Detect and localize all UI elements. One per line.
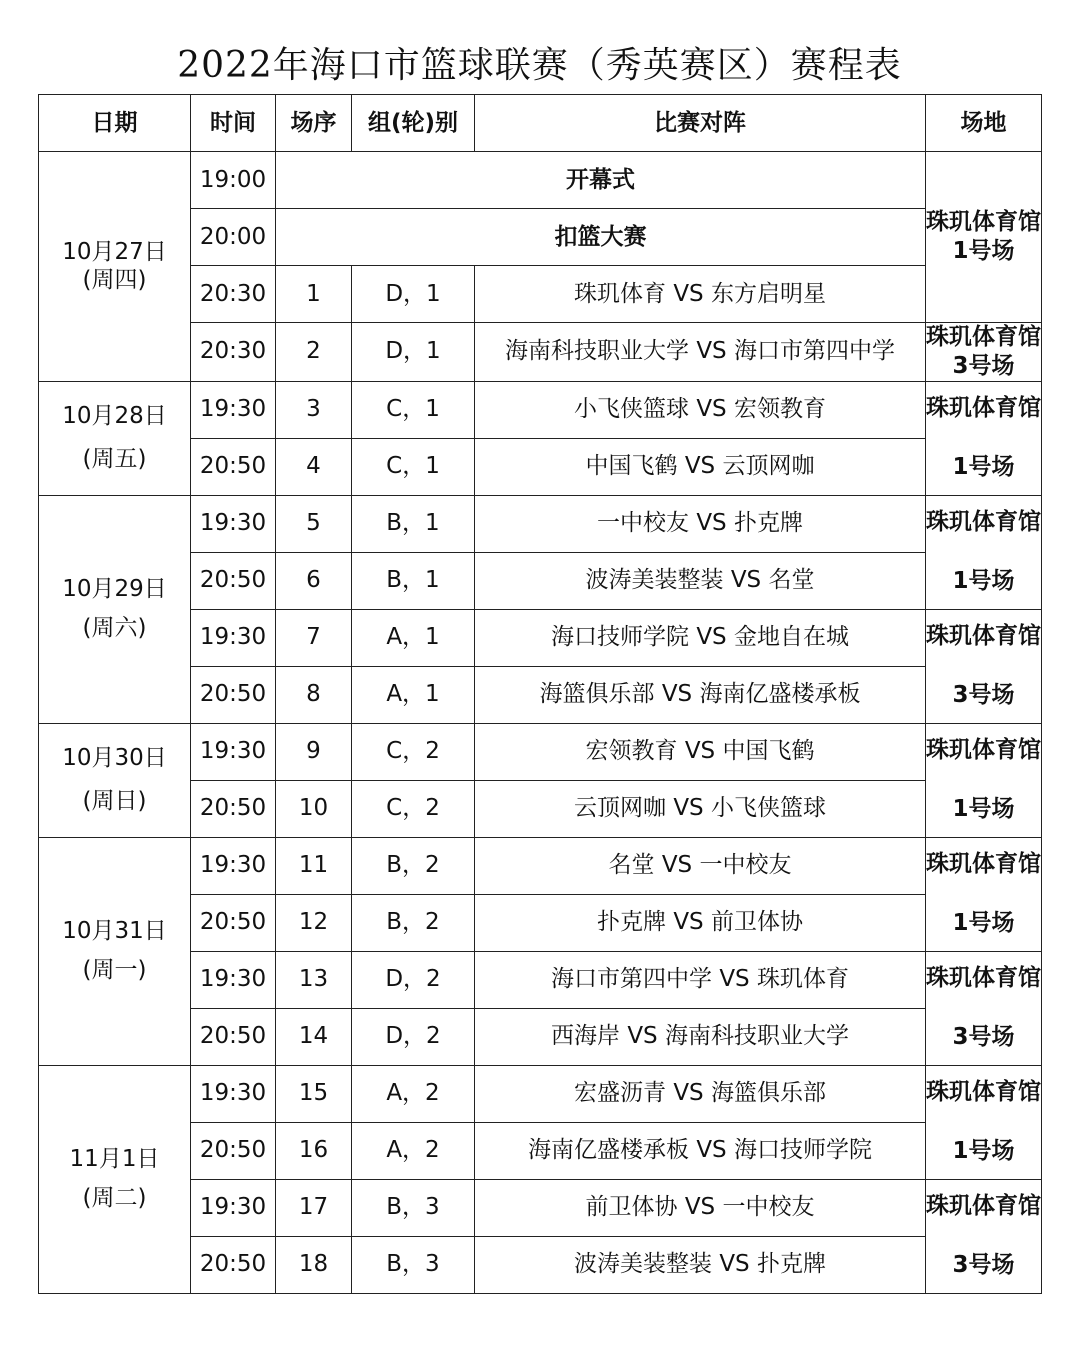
game-no-cell: 14	[276, 1008, 352, 1065]
time-cell: 20:30	[191, 323, 276, 382]
group-cell: B，3	[352, 1236, 475, 1293]
group-cell: B，1	[352, 552, 475, 609]
venue-cell	[926, 152, 1042, 323]
match-cell: 扑克牌 VS 前卫体协	[475, 894, 926, 951]
time-cell: 20:30	[191, 266, 276, 323]
header-match: 比赛对阵	[475, 95, 926, 152]
game-no-cell: 12	[276, 894, 352, 951]
venue-hall: 珠玑体育馆	[926, 623, 1041, 650]
venue-court: 3号场	[952, 1024, 1015, 1050]
match-cell: 小飞侠篮球 VS 宏领教育	[475, 381, 926, 438]
match-cell: 名堂 VS 一中校友	[475, 837, 926, 894]
group-cell: A，2	[352, 1122, 475, 1179]
time-cell: 19:30	[191, 381, 276, 438]
match-cell: 中国飞鹤 VS 云顶网咖	[475, 438, 926, 495]
venue-court: 1号场	[952, 568, 1015, 594]
table-row	[39, 723, 1042, 780]
venue-hall: 珠玑体育馆	[926, 209, 1041, 236]
group-cell: D，1	[352, 266, 475, 323]
match-cell: 珠玑体育 VS 东方启明星	[475, 266, 926, 323]
weekday-label: (周六)	[82, 615, 147, 641]
group-cell: C，2	[352, 780, 475, 837]
game-no-cell: 1	[276, 266, 352, 323]
time-cell: 20:50	[191, 1122, 276, 1179]
game-no-cell: 7	[276, 609, 352, 666]
game-no-cell: 8	[276, 666, 352, 723]
venue-hall: 珠玑体育馆	[926, 851, 1041, 878]
game-no-cell: 11	[276, 837, 352, 894]
time-cell: 20:50	[191, 552, 276, 609]
match-cell: 海篮俱乐部 VS 海南亿盛楼承板	[475, 666, 926, 723]
time-cell: 19:00	[191, 152, 276, 209]
game-no-cell: 10	[276, 780, 352, 837]
group-cell: A，1	[352, 609, 475, 666]
venue-hall: 珠玑体育馆	[926, 324, 1041, 350]
game-no-cell: 4	[276, 438, 352, 495]
table-row	[39, 152, 1042, 209]
time-cell: 19:30	[191, 837, 276, 894]
game-no-cell: 17	[276, 1179, 352, 1236]
schedule-table	[38, 94, 1042, 1294]
venue-hall: 珠玑体育馆	[926, 1079, 1041, 1106]
event-cell: 扣篮大赛	[276, 209, 926, 266]
group-cell: D，1	[352, 323, 475, 382]
match-cell: 云顶网咖 VS 小飞侠篮球	[475, 780, 926, 837]
game-no-cell: 18	[276, 1236, 352, 1293]
group-cell: D，2	[352, 1008, 475, 1065]
venue-court: 3号场	[952, 682, 1015, 708]
date-label: 11月1日	[69, 1146, 160, 1173]
page-title: 2022年海口市篮球联赛（秀英赛区）赛程表	[177, 45, 902, 86]
venue-cell	[926, 1065, 1042, 1179]
table-row	[39, 381, 1042, 438]
group-cell: C，1	[352, 381, 475, 438]
time-cell: 19:30	[191, 951, 276, 1008]
match-cell: 宏盛沥青 VS 海篮俱乐部	[475, 1065, 926, 1122]
venue-hall: 珠玑体育馆	[926, 395, 1041, 422]
game-no-cell: 15	[276, 1065, 352, 1122]
venue-court: 1号场	[952, 910, 1015, 936]
match-cell: 海口市第四中学 VS 珠玑体育	[475, 951, 926, 1008]
table-row	[39, 495, 1042, 552]
venue-court: 1号场	[952, 238, 1015, 264]
match-cell: 一中校友 VS 扑克牌	[475, 495, 926, 552]
group-cell: C，2	[352, 723, 475, 780]
weekday-label: (周一)	[82, 957, 147, 983]
group-cell: B，1	[352, 495, 475, 552]
header-game-no: 场序	[276, 95, 352, 152]
game-no-cell: 13	[276, 951, 352, 1008]
group-cell: B，2	[352, 894, 475, 951]
group-cell: A，2	[352, 1065, 475, 1122]
venue-cell	[926, 723, 1042, 837]
game-no-cell: 3	[276, 381, 352, 438]
game-no-cell: 16	[276, 1122, 352, 1179]
date-label: 10月30日	[62, 745, 167, 772]
weekday-label: (周日)	[82, 788, 147, 814]
match-cell: 海南科技职业大学 VS 海口市第四中学	[475, 323, 926, 382]
venue-hall: 珠玑体育馆	[926, 737, 1041, 764]
group-cell: C，1	[352, 438, 475, 495]
venue-cell	[926, 323, 1042, 382]
venue-cell	[926, 951, 1042, 1065]
group-cell: A，1	[352, 666, 475, 723]
date-cell	[39, 837, 191, 1065]
weekday-label: (周二)	[82, 1185, 147, 1211]
game-no-cell: 6	[276, 552, 352, 609]
time-cell: 19:30	[191, 609, 276, 666]
date-cell	[39, 495, 191, 723]
weekday-label: (周四)	[82, 267, 147, 294]
match-cell: 前卫体协 VS 一中校友	[475, 1179, 926, 1236]
venue-hall: 珠玑体育馆	[926, 1193, 1041, 1220]
time-cell: 19:30	[191, 495, 276, 552]
game-no-cell: 2	[276, 323, 352, 382]
header-venue: 场地	[926, 95, 1042, 152]
date-cell	[39, 1065, 191, 1293]
venue-cell	[926, 381, 1042, 495]
time-cell: 20:00	[191, 209, 276, 266]
event-cell: 开幕式	[276, 152, 926, 209]
date-label: 10月27日	[62, 238, 167, 265]
venue-cell	[926, 1179, 1042, 1293]
time-cell: 20:50	[191, 666, 276, 723]
header-date: 日期	[39, 95, 191, 152]
time-cell: 20:50	[191, 438, 276, 495]
header-row	[39, 95, 1042, 152]
venue-hall: 珠玑体育馆	[926, 965, 1041, 992]
venue-court: 1号场	[952, 454, 1015, 480]
match-cell: 宏领教育 VS 中国飞鹤	[475, 723, 926, 780]
date-label: 10月29日	[62, 576, 167, 603]
group-cell: D，2	[352, 951, 475, 1008]
game-no-cell: 9	[276, 723, 352, 780]
venue-court: 1号场	[952, 1138, 1015, 1164]
time-cell: 20:50	[191, 1008, 276, 1065]
header-group: 组(轮)别	[352, 95, 475, 152]
weekday-label: (周五)	[82, 446, 147, 472]
match-cell: 海南亿盛楼承板 VS 海口技师学院	[475, 1122, 926, 1179]
time-cell: 19:30	[191, 723, 276, 780]
time-cell: 19:30	[191, 1179, 276, 1236]
venue-cell	[926, 609, 1042, 723]
match-cell: 西海岸 VS 海南科技职业大学	[475, 1008, 926, 1065]
date-cell	[39, 381, 191, 495]
venue-court: 3号场	[952, 1252, 1015, 1278]
group-cell: B，2	[352, 837, 475, 894]
match-cell: 海口技师学院 VS 金地自在城	[475, 609, 926, 666]
venue-hall: 珠玑体育馆	[926, 509, 1041, 536]
header-time: 时间	[191, 95, 276, 152]
venue-cell	[926, 837, 1042, 951]
game-no-cell: 5	[276, 495, 352, 552]
group-cell: B，3	[352, 1179, 475, 1236]
venue-cell	[926, 495, 1042, 609]
match-cell: 波涛美装整装 VS 名堂	[475, 552, 926, 609]
date-cell	[39, 152, 191, 382]
match-cell: 波涛美装整装 VS 扑克牌	[475, 1236, 926, 1293]
date-cell	[39, 723, 191, 837]
date-label: 10月28日	[62, 403, 167, 430]
time-cell: 19:30	[191, 1065, 276, 1122]
time-cell: 20:50	[191, 780, 276, 837]
table-row	[39, 837, 1042, 894]
time-cell: 20:50	[191, 1236, 276, 1293]
venue-court: 1号场	[952, 796, 1015, 822]
time-cell: 20:50	[191, 894, 276, 951]
table-row	[39, 1065, 1042, 1122]
date-label: 10月31日	[62, 918, 167, 945]
venue-court: 3号场	[952, 352, 1015, 379]
